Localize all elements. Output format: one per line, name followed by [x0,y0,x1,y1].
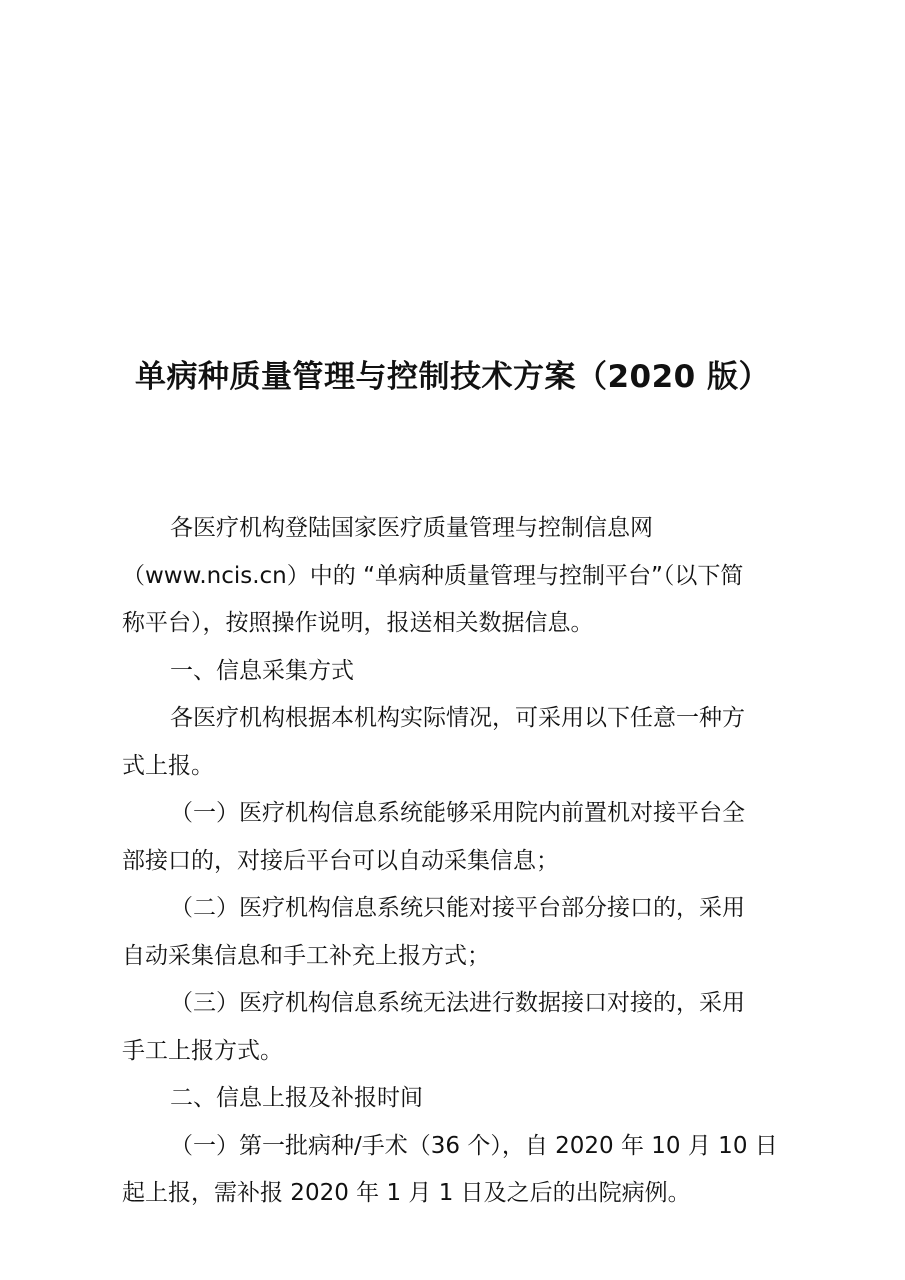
paragraph-line: （www.ncis.cn）中的 “单病种质量管理与控制平台”（以下简 [122,562,744,589]
paragraph-line: 式上报。 [122,752,214,779]
list-item-line: 部接口的，对接后平台可以自动采集信息； [122,847,559,874]
list-item-line: 起上报，需补报 2020 年 1 月 1 日及之后的出院病例。 [122,1180,691,1206]
paragraph-line: 各医疗机构根据本机构实际情况，可采用以下任意一种方 [170,705,745,731]
paragraph-line: 称平台），按照操作说明，报送相关数据信息。 [122,610,594,636]
document-title: 单病种质量管理与控制技术方案（2020 版） [134,359,771,395]
list-item-line: （三）医疗机构信息系统无法进行数据接口对接的，采用 [170,990,745,1016]
list-item-line: （一）第一批病种/手术（36 个），自 2020 年 10 月 10 日 [170,1132,778,1159]
list-item-line: （一）医疗机构信息系统能够采用院内前置机对接平台全 [170,800,745,826]
list-item-line: 手工上报方式。 [122,1037,283,1064]
list-item-line: （二）医疗机构信息系统只能对接平台部分接口的，采用 [170,895,745,921]
paragraph-line: 各医疗机构登陆国家医疗质量管理与控制信息网 [170,515,653,541]
section-heading: 一、信息采集方式 [170,657,354,684]
section-heading: 二、信息上报及补报时间 [170,1085,423,1111]
list-item-line: 自动采集信息和手工补充上报方式； [122,942,490,969]
document-body [122,505,784,1218]
